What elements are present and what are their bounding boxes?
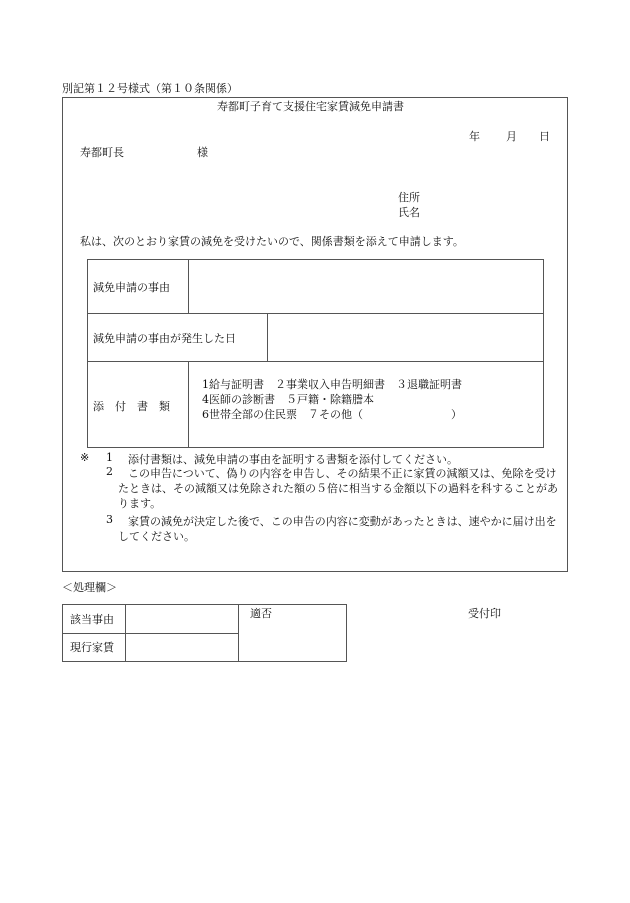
addressee-honorific: 様 bbox=[197, 146, 208, 159]
note-number: 2 bbox=[106, 465, 113, 478]
date-day-label: 日 bbox=[539, 130, 550, 143]
note-text: 添付書類は、減免申請の事由を証明する書類を添付してください。 bbox=[128, 453, 458, 466]
note-mark: ※ bbox=[80, 451, 90, 464]
occurrence-date-label: 減免申請の事由が発生した日 bbox=[93, 332, 236, 345]
form-number: 別記第１２号様式（第１０条関係） bbox=[62, 82, 238, 95]
table-divider bbox=[238, 604, 239, 662]
attachment-item: 1給与証明書 ２事業収入申告明細書 ３退職証明書 bbox=[202, 378, 462, 391]
note-text: この申告について、偽りの内容を申告し、その結果不正に家賃の減額又は、免除を受けたときは、その減額又は免除された額の５倍に相当する金額以下の過料を科することがあります。 bbox=[118, 467, 558, 510]
note-number: 3 bbox=[106, 513, 113, 526]
application-statement: 私は、次のとおり家賃の減免を受けたいので、関係書類を添えて申請します。 bbox=[80, 235, 464, 248]
note-number: 1 bbox=[106, 451, 113, 464]
reason-label: 減免申請の事由 bbox=[93, 281, 170, 294]
addressee-name: 寿都町長 bbox=[80, 146, 124, 159]
attachment-item: 4医師の診断書 ５戸籍・除籍謄本 bbox=[202, 393, 374, 406]
current-rent-label: 現行家賃 bbox=[70, 641, 114, 654]
approval-input[interactable] bbox=[240, 622, 346, 661]
name-label: 氏名 bbox=[398, 206, 420, 219]
attachments-label: 添 付 書 類 bbox=[93, 400, 170, 413]
date-month-label: 月 bbox=[506, 130, 517, 143]
processing-heading: ＜処理欄＞ bbox=[62, 581, 117, 594]
current-rent-input[interactable] bbox=[127, 634, 237, 661]
address-label: 住所 bbox=[398, 191, 420, 204]
table-divider bbox=[125, 604, 126, 662]
approval-label: 適否 bbox=[250, 607, 272, 620]
date-year-label: 年 bbox=[469, 130, 480, 143]
table-divider bbox=[188, 361, 189, 448]
receipt-stamp-label: 受付印 bbox=[468, 607, 501, 620]
note-text: 家賃の減免が決定した後で、この申告の内容に変動があったときは、速やかに届け出をしてください。 bbox=[118, 515, 557, 543]
table-divider bbox=[267, 313, 268, 361]
occurrence-date-input[interactable] bbox=[269, 314, 543, 360]
applicable-reason-input[interactable] bbox=[127, 605, 237, 632]
applicable-reason-label: 該当事由 bbox=[70, 613, 114, 626]
table-divider bbox=[188, 259, 189, 313]
table-divider bbox=[87, 361, 544, 362]
form-title: 寿都町子育て支援住宅家賃減免申請書 bbox=[217, 100, 404, 113]
reason-input[interactable] bbox=[190, 260, 543, 312]
attachment-item: 6世帯全部の住民票 ７その他（ ） bbox=[202, 408, 462, 421]
